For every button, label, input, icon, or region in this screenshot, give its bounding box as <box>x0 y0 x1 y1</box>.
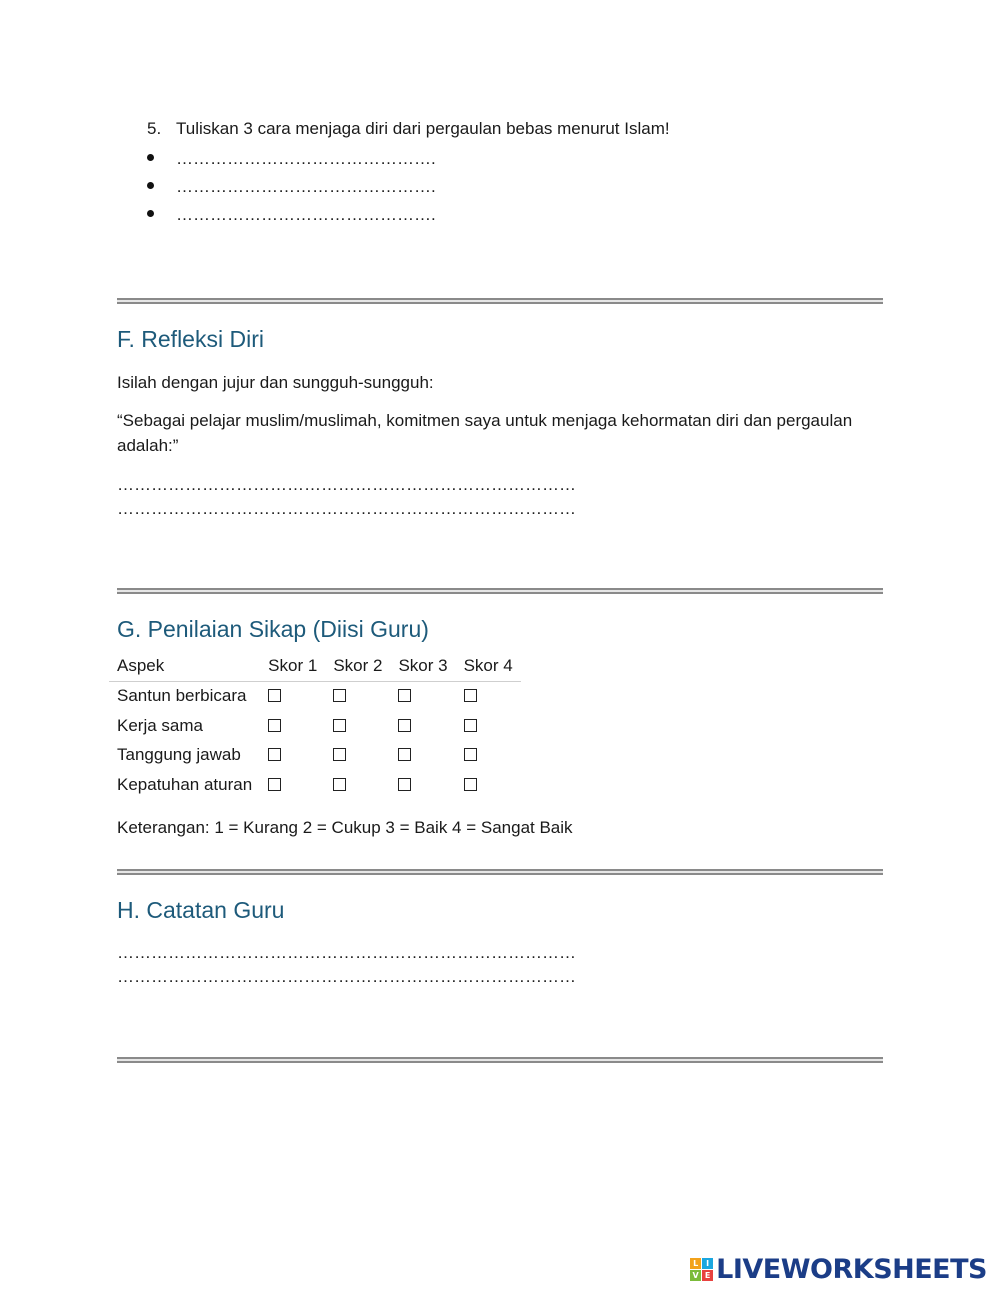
logo-wordmark: LIVEWORKSHEETS <box>716 1253 987 1285</box>
score-checkbox[interactable] <box>333 689 346 702</box>
score-checkbox[interactable] <box>268 719 281 732</box>
section-f-title: F. Refleksi Diri <box>117 326 264 352</box>
table-row <box>109 741 521 771</box>
score-checkbox[interactable] <box>398 719 411 732</box>
score-checkbox[interactable] <box>268 778 281 791</box>
aspect-label: Tanggung jawab <box>117 745 241 765</box>
question-5 <box>147 119 670 139</box>
logo-tile: V <box>690 1270 701 1281</box>
table-row <box>109 770 521 800</box>
score-checkbox[interactable] <box>464 778 477 791</box>
liveworksheets-logo <box>690 1254 987 1284</box>
section-f-quote: “Sebagai pelajar muslim/muslimah, komitmen saya untuk menjaga kehormatan diri dan pergaulan adalah:” <box>117 411 853 455</box>
bullet-icon <box>147 154 154 161</box>
reflection-answer-line[interactable]: ……………………………………………………………………… <box>117 499 576 518</box>
answer-line[interactable] <box>147 176 436 198</box>
section-g-title: G. Penilaian Sikap (Diisi Guru) <box>117 616 429 642</box>
section-divider <box>117 588 883 594</box>
score-checkbox[interactable] <box>398 778 411 791</box>
logo-icon <box>690 1258 713 1281</box>
section-h-title: H. Catatan Guru <box>117 897 285 923</box>
table-row <box>109 681 521 711</box>
score-checkbox[interactable] <box>464 719 477 732</box>
aspect-label: Kerja sama <box>117 715 203 735</box>
column-header-aspek: Aspek <box>109 651 260 681</box>
score-checkbox[interactable] <box>268 748 281 761</box>
section-f-instruction: Isilah dengan jujur dan sungguh-sungguh: <box>117 373 434 392</box>
column-header-skor-4: Skor 4 <box>456 651 521 681</box>
score-checkbox[interactable] <box>464 748 477 761</box>
attitude-score-table <box>109 651 521 800</box>
answer-line[interactable] <box>147 148 436 170</box>
score-legend: Keterangan: 1 = Kurang 2 = Cukup 3 = Baik 4 = Sangat Baik <box>117 818 573 837</box>
score-checkbox[interactable] <box>268 689 281 702</box>
score-checkbox[interactable] <box>398 689 411 702</box>
section-divider <box>117 1057 883 1063</box>
teacher-note-line[interactable]: ……………………………………………………………………… <box>117 943 576 962</box>
score-checkbox[interactable] <box>333 719 346 732</box>
question-number: 5. <box>147 119 162 138</box>
column-header-skor-3: Skor 3 <box>390 651 455 681</box>
column-header-skor-2: Skor 2 <box>325 651 390 681</box>
teacher-note-line[interactable]: ……………………………………………………………………… <box>117 967 576 986</box>
column-header-skor-1: Skor 1 <box>260 651 325 681</box>
answer-blank[interactable]: ………………………………………. <box>176 205 436 224</box>
answer-blank[interactable]: ………………………………………. <box>176 177 436 196</box>
score-checkbox[interactable] <box>464 689 477 702</box>
table-row <box>109 711 521 741</box>
logo-tile: L <box>690 1258 701 1269</box>
logo-tile: I <box>702 1258 713 1269</box>
section-divider <box>117 298 883 304</box>
score-checkbox[interactable] <box>333 748 346 761</box>
question-text: Tuliskan 3 cara menjaga diri dari pergaulan bebas menurut Islam! <box>176 119 670 138</box>
answer-blank[interactable]: ………………………………………. <box>176 149 436 168</box>
table-header-row <box>109 651 521 681</box>
bullet-icon <box>147 182 154 189</box>
reflection-answer-line[interactable]: ……………………………………………………………………… <box>117 475 576 494</box>
aspect-label: Santun berbicara <box>117 686 247 706</box>
section-divider <box>117 869 883 875</box>
aspect-label: Kepatuhan aturan <box>117 774 253 794</box>
answer-line[interactable] <box>147 204 436 226</box>
score-checkbox[interactable] <box>333 778 346 791</box>
score-checkbox[interactable] <box>398 748 411 761</box>
logo-tile: E <box>702 1270 713 1281</box>
bullet-icon <box>147 210 154 217</box>
